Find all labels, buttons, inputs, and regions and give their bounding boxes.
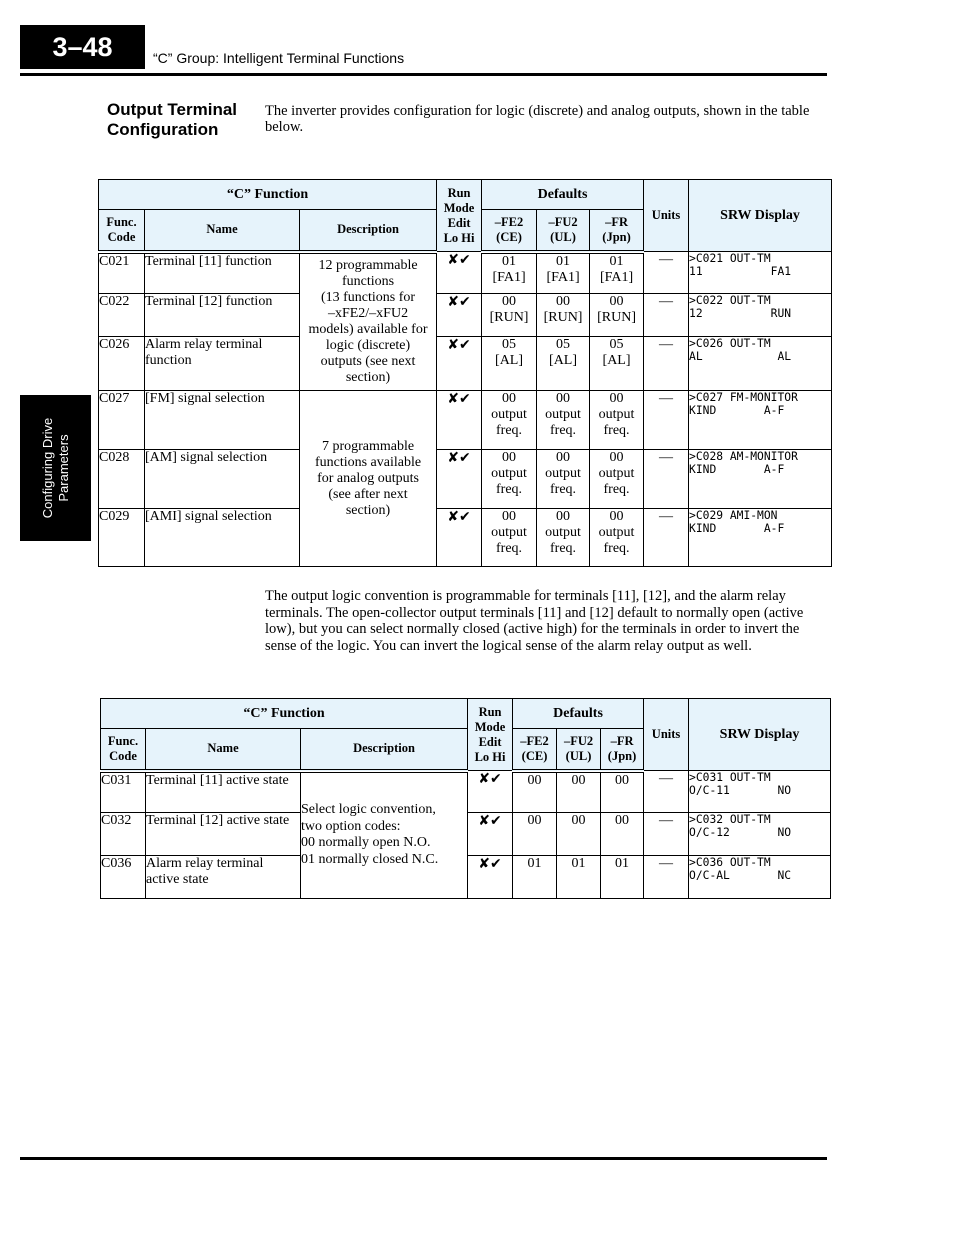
val-line: output (598, 407, 635, 422)
fe2-l2: (CE) (521, 748, 548, 763)
desc-line: section) (345, 369, 391, 385)
srw-display (689, 252, 832, 294)
val-line: 01 (609, 253, 624, 269)
default-fr (590, 252, 644, 294)
header-name: Name (146, 729, 301, 771)
func-code: C021 (99, 252, 145, 294)
header-fe2 (513, 729, 557, 771)
srw-line2: KIND A-F (689, 522, 785, 535)
func-name: Alarm relay terminal active state (146, 856, 301, 899)
fe2-l1: –FE2 (520, 733, 549, 748)
val-line: 00 (609, 509, 624, 524)
run-mode-edit-icon: ✘✔ (468, 813, 513, 856)
side-tab-line2: Parameters (55, 434, 71, 502)
srw-line1: >C036 OUT-TM (689, 856, 771, 869)
units: — (644, 294, 689, 337)
table-row (101, 771, 831, 813)
func-code: C022 (99, 294, 145, 337)
header-srw-display: SRW Display (689, 699, 831, 771)
val-line: 01 (556, 253, 571, 269)
run-mode-edit-icon: ✘✔ (437, 252, 482, 294)
srw-display (689, 813, 831, 856)
section-heading (107, 100, 257, 140)
desc-line: –xFE2/–xFU2 (327, 305, 409, 321)
units: — (644, 509, 689, 567)
table-row (99, 252, 832, 294)
func-code-l1: Func. (107, 733, 139, 748)
header-defaults: Defaults (513, 699, 644, 729)
desc-line: logic (discrete) (325, 337, 411, 353)
val-line: freq. (550, 541, 577, 556)
srw-line1: >C028 AM-MONITOR (689, 450, 798, 463)
val-line: output (491, 407, 527, 422)
func-code: C031 (101, 771, 146, 813)
header-fu2 (537, 210, 590, 252)
run-mode-edit-icon: ✘✔ (437, 391, 482, 450)
desc-line: 7 programmable (321, 438, 415, 454)
val-line: [AL] (549, 353, 578, 368)
default-fu2: 00 (557, 813, 601, 856)
desc-line: 00 normally open N.O. (301, 835, 431, 851)
func-code: C026 (99, 337, 145, 391)
func-name: [FM] signal selection (145, 391, 300, 450)
srw-display (689, 450, 832, 509)
units: — (644, 391, 689, 450)
default-fu2 (537, 337, 590, 391)
srw-display (689, 337, 832, 391)
srw-display (689, 294, 832, 337)
val-line: output (598, 525, 635, 540)
default-fu2 (537, 450, 590, 509)
val-line: output (545, 466, 581, 481)
default-fe2: 00 (513, 771, 557, 813)
srw-line2: 12 RUN (689, 307, 792, 320)
units: — (644, 771, 689, 813)
header-defaults: Defaults (482, 180, 644, 210)
default-fu2: 00 (557, 771, 601, 813)
page-number (20, 25, 145, 69)
val-line: 00 (556, 450, 571, 465)
header-c-function: “C” Function (101, 699, 468, 729)
table-row (99, 450, 832, 509)
val-line: 00 (556, 391, 571, 406)
header-fe2 (482, 210, 537, 252)
fu2-l1: –FU2 (548, 214, 578, 229)
logic-convention-paragraph: The output logic convention is programmable for terminals [11], [12], and the alarm relay terminals. The open-collector output terminals [11] and [12] default to normally open (active low), but you can select normally closed (active high) for the terminals in order to invert the sense of the logic. You can invert the logical sense of the alarm relay output as well. (265, 588, 804, 654)
desc-line: 01 normally closed N.C. (301, 851, 439, 867)
func-code: C036 (101, 856, 146, 899)
srw-line1: >C029 AMI-MON (689, 509, 778, 522)
header-fu2 (557, 729, 601, 771)
table-row (99, 509, 832, 567)
val-line: 00 (502, 450, 517, 465)
side-tab-line1: Configuring Drive (39, 417, 55, 519)
srw-line2: KIND A-F (689, 463, 785, 476)
header-srw-display: SRW Display (689, 180, 832, 252)
val-line: 00 (556, 294, 571, 309)
func-code-l2: Code (107, 229, 136, 244)
run-mode-edit-icon: ✘✔ (468, 856, 513, 899)
default-fu2 (537, 509, 590, 567)
desc-line: (see after next (328, 486, 408, 502)
units: — (644, 450, 689, 509)
fe2-l2: (CE) (496, 229, 522, 244)
val-line: output (491, 466, 527, 481)
val-line: freq. (603, 541, 630, 556)
srw-line2: O/C-11 NO (689, 784, 792, 797)
func-code-l2: Code (109, 748, 137, 763)
run-mode-edit-icon: ✘✔ (437, 509, 482, 567)
srw-line2: AL AL (689, 350, 792, 363)
header-func-code (101, 729, 146, 771)
val-line: [RUN] (543, 310, 583, 325)
func-name: [AM] signal selection (145, 450, 300, 509)
val-line: freq. (496, 423, 523, 438)
func-name: [AMI] signal selection (145, 509, 300, 567)
intro-paragraph: The inverter provides configuration for logic (discrete) and analog outputs, shown in the table below. (265, 103, 810, 135)
val-line: 00 (609, 450, 624, 465)
func-code-l1: Func. (106, 214, 137, 229)
description-logic (300, 252, 437, 391)
output-terminal-table (98, 179, 832, 567)
default-fr: 00 (601, 813, 644, 856)
desc-line: two option codes: (301, 818, 401, 834)
header-fr (601, 729, 644, 771)
run-mode-edit-icon: ✘✔ (437, 294, 482, 337)
desc-line: functions available (314, 454, 422, 470)
header-func-code (99, 210, 145, 252)
val-line: freq. (550, 423, 577, 438)
srw-display (689, 509, 832, 567)
func-name: Terminal [11] function (145, 252, 300, 294)
page-header-title: “C” Group: Intelligent Terminal Functions (153, 50, 405, 66)
srw-line2: 11 FA1 (689, 265, 792, 278)
fu2-l2: (UL) (550, 229, 576, 244)
units: — (644, 337, 689, 391)
description-analog (300, 391, 437, 567)
val-line: 01 (502, 253, 517, 269)
srw-line2: O/C-AL NC (689, 869, 792, 882)
val-line: output (491, 525, 527, 540)
header-description: Description (300, 210, 437, 252)
fr-l1: –FR (605, 214, 628, 229)
active-state-table (100, 698, 831, 899)
val-line: freq. (496, 482, 523, 497)
val-line: [FA1] (599, 269, 634, 285)
val-line: freq. (603, 482, 630, 497)
table-row (99, 294, 832, 337)
table-row (99, 337, 832, 391)
run-mode-l1: Run (447, 185, 471, 200)
val-line: [FA1] (492, 269, 526, 285)
srw-display (689, 391, 832, 450)
default-fu2 (537, 252, 590, 294)
val-line: [FA1] (546, 269, 580, 285)
val-line: 05 (556, 337, 571, 352)
run-mode-l1: Run (478, 704, 502, 719)
val-line: 00 (502, 509, 517, 524)
srw-line1: >C022 OUT-TM (689, 294, 771, 307)
run-mode-l4: Lo Hi (443, 230, 475, 245)
val-line: 00 (609, 391, 624, 406)
desc-line: (13 functions for (320, 289, 416, 305)
func-name: Terminal [12] active state (146, 813, 301, 856)
val-line: 00 (502, 391, 517, 406)
func-name: Terminal [11] active state (146, 771, 301, 813)
header-rule (20, 73, 827, 76)
run-mode-edit-icon: ✘✔ (437, 337, 482, 391)
description-logic-convention (301, 771, 468, 899)
footer-rule (20, 1157, 827, 1160)
val-line: 05 (609, 337, 624, 352)
desc-line: functions (341, 273, 395, 289)
val-line: [AL] (602, 353, 631, 368)
srw-display (689, 856, 831, 899)
default-fr (590, 391, 644, 450)
header-run-mode (437, 180, 482, 252)
fe2-l1: –FE2 (494, 214, 524, 229)
run-mode-l3: Edit (447, 215, 471, 230)
desc-line: Select logic convention, (301, 802, 436, 818)
val-line: freq. (550, 482, 577, 497)
val-line: output (545, 407, 581, 422)
default-fr: 01 (601, 856, 644, 899)
func-name: Alarm relay terminal function (145, 337, 300, 391)
default-fr (590, 294, 644, 337)
func-name: Terminal [12] function (145, 294, 300, 337)
default-fr (590, 509, 644, 567)
val-line: output (545, 525, 581, 540)
desc-line: models) available for (308, 321, 428, 337)
srw-line1: >C027 FM-MONITOR (689, 391, 798, 404)
section-heading-line1: Output Terminal (107, 100, 238, 119)
val-line: [AL] (495, 353, 524, 368)
func-code: C032 (101, 813, 146, 856)
header-description: Description (301, 729, 468, 771)
val-line: [RUN] (489, 310, 529, 325)
default-fe2 (482, 337, 537, 391)
default-fe2 (482, 391, 537, 450)
desc-line: section) (345, 502, 391, 518)
run-mode-l2: Mode (443, 200, 475, 215)
fr-l2: (Jpn) (602, 229, 631, 244)
run-mode-edit-icon: ✘✔ (437, 450, 482, 509)
default-fe2: 00 (513, 813, 557, 856)
default-fe2 (482, 252, 537, 294)
default-fu2 (537, 391, 590, 450)
func-code: C029 (99, 509, 145, 567)
func-code: C027 (99, 391, 145, 450)
units: — (644, 252, 689, 294)
fu2-l1: –FU2 (563, 733, 594, 748)
table-row (99, 391, 832, 450)
header-units: Units (644, 180, 689, 252)
default-fe2 (482, 509, 537, 567)
default-fu2 (537, 294, 590, 337)
desc-line: outputs (see next (320, 353, 416, 369)
header-fr (590, 210, 644, 252)
fu2-l2: (UL) (565, 748, 592, 763)
val-line: [RUN] (597, 310, 636, 325)
srw-line1: >C026 OUT-TM (689, 337, 771, 350)
run-mode-l2: Mode (474, 719, 506, 734)
val-line: 00 (556, 509, 571, 524)
srw-line2: KIND A-F (689, 404, 785, 417)
side-tab-text (40, 395, 72, 541)
header-c-function: “C” Function (99, 180, 437, 210)
val-line: 05 (502, 337, 517, 352)
val-line: freq. (496, 541, 523, 556)
func-code: C028 (99, 450, 145, 509)
run-mode-edit-icon: ✘✔ (468, 771, 513, 813)
header-units: Units (644, 699, 689, 771)
val-line: 00 (609, 294, 624, 309)
section-heading-line2: Configuration (107, 120, 219, 139)
desc-line: 12 programmable (318, 257, 418, 273)
default-fu2: 01 (557, 856, 601, 899)
srw-line1: >C032 OUT-TM (689, 813, 771, 826)
srw-line1: >C021 OUT-TM (689, 252, 771, 265)
srw-display (689, 771, 831, 813)
units: — (644, 813, 689, 856)
fr-l1: –FR (610, 733, 634, 748)
default-fr (590, 337, 644, 391)
srw-line1: >C031 OUT-TM (689, 771, 771, 784)
default-fe2 (482, 450, 537, 509)
side-tab (20, 395, 91, 541)
default-fr (590, 450, 644, 509)
default-fe2 (482, 294, 537, 337)
run-mode-l3: Edit (478, 734, 502, 749)
header-name: Name (145, 210, 300, 252)
default-fe2: 01 (513, 856, 557, 899)
val-line: 00 (502, 294, 517, 309)
srw-line2: O/C-12 NO (689, 826, 792, 839)
header-run-mode (468, 699, 513, 771)
run-mode-l4: Lo Hi (474, 749, 506, 764)
val-line: output (598, 466, 635, 481)
fr-l2: (Jpn) (607, 748, 637, 763)
units: — (644, 856, 689, 899)
page-number-text: 3–48 (52, 31, 113, 62)
desc-line: for analog outputs (317, 470, 419, 486)
val-line: freq. (603, 423, 630, 438)
default-fr: 00 (601, 771, 644, 813)
